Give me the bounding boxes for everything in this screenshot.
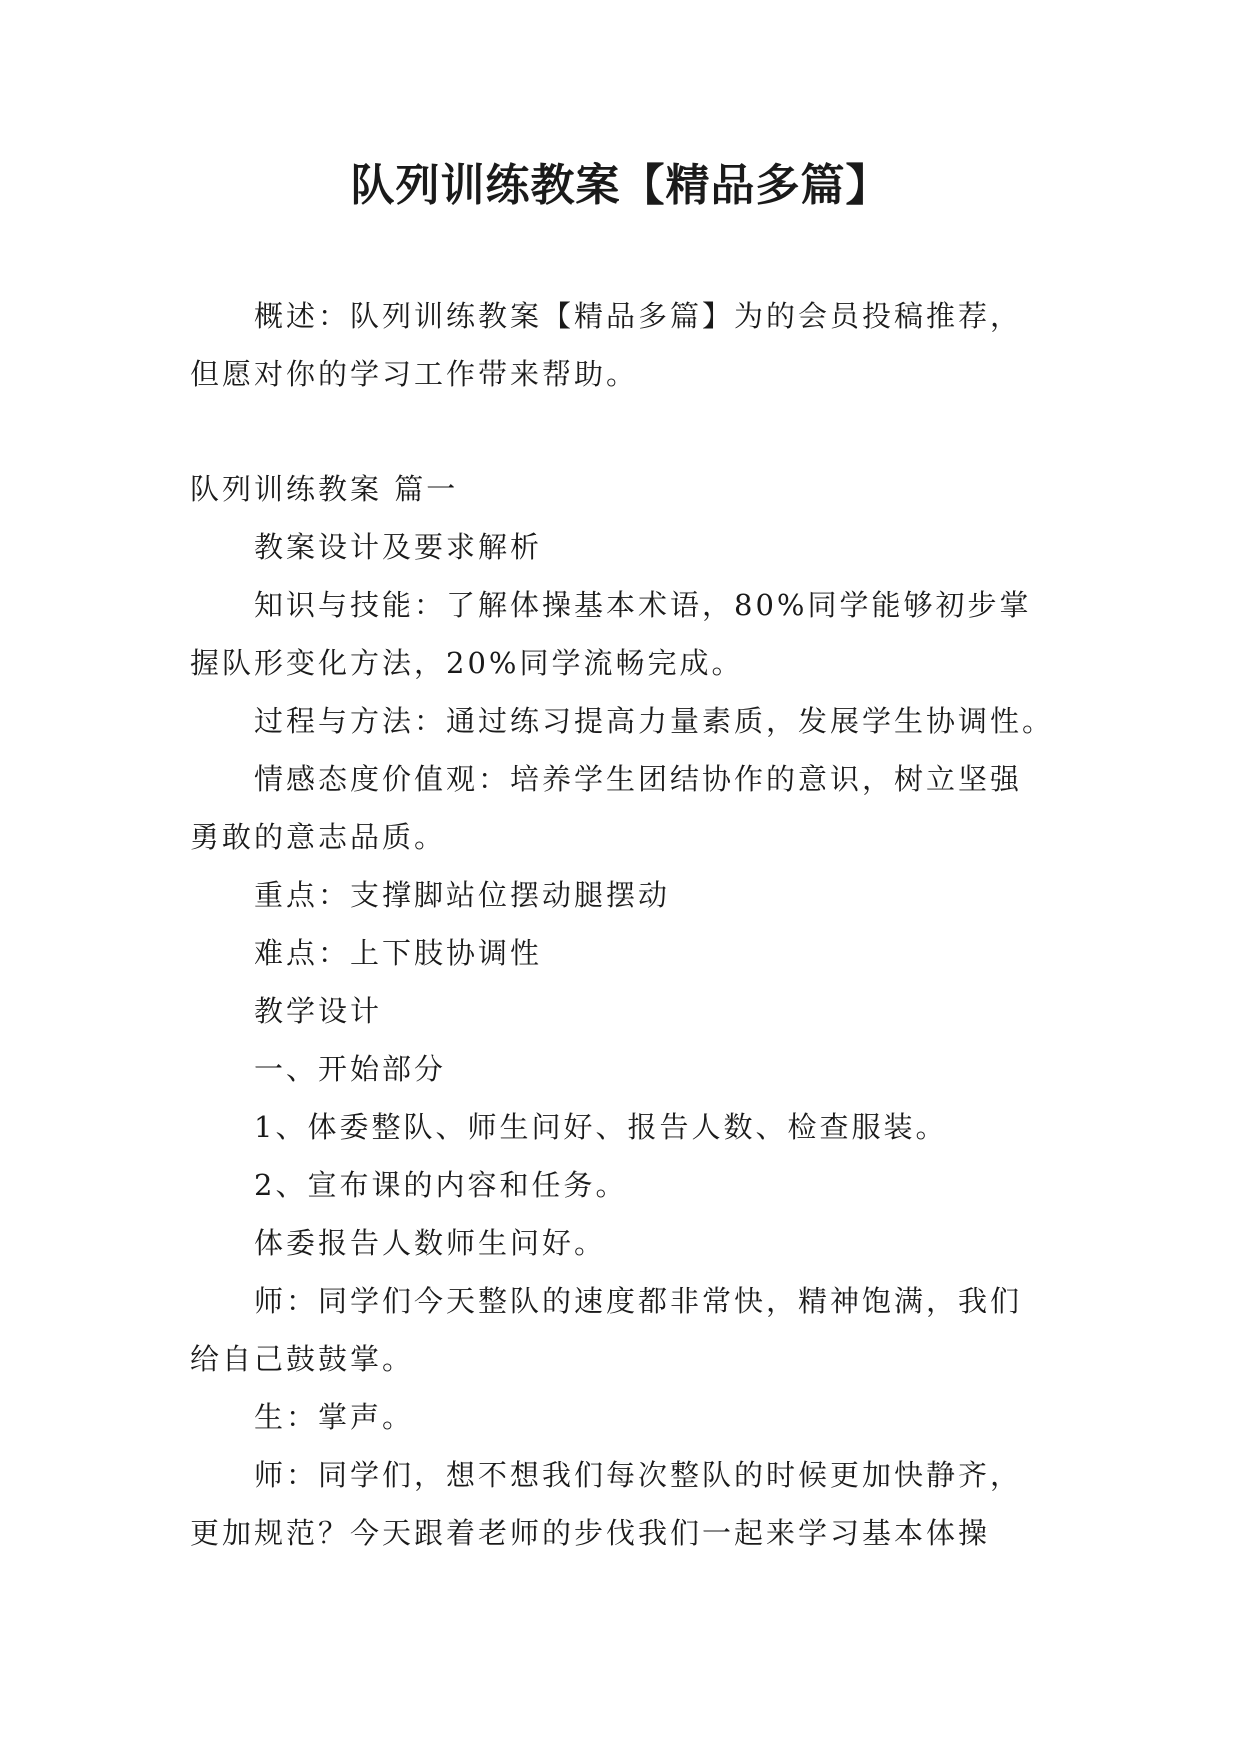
text-line: 一、开始部分 — [254, 1052, 447, 1086]
text-line: 过程与方法：通过练习提高力量素质，发展学生协调性。 — [254, 704, 1055, 738]
text-line: 2、宣布课的内容和任务。 — [254, 1168, 628, 1202]
text-line: 握队形变化方法，20%同学流畅完成。 — [190, 646, 744, 680]
summary-line-2: 但愿对你的学习工作带来帮助。 — [190, 357, 639, 391]
section-heading: 队列训练教案 篇一 — [190, 472, 459, 506]
text-line: 难点：上下肢协调性 — [254, 936, 543, 970]
text-line: 体委报告人数师生问好。 — [254, 1226, 607, 1260]
text-line: 情感态度价值观：培养学生团结协作的意识，树立坚强 — [254, 762, 1023, 796]
text-line: 生：掌声。 — [254, 1400, 415, 1434]
text-line: 更加规范？今天跟着老师的步伐我们一起来学习基本体操 — [190, 1516, 991, 1550]
text-line: 教案设计及要求解析 — [254, 530, 543, 564]
text-line: 教学设计 — [254, 994, 383, 1028]
text-line: 重点：支撑脚站位摆动腿摆动 — [254, 878, 671, 912]
content-block — [190, 460, 1055, 1562]
text-line: 勇敢的意志品质。 — [190, 820, 447, 854]
text-line: 师：同学们今天整队的速度都非常快，精神饱满，我们 — [254, 1284, 1023, 1318]
text-line: 师：同学们，想不想我们每次整队的时候更加快静齐， — [254, 1458, 1023, 1492]
text-line: 知识与技能：了解体操基本术语，80%同学能够初步掌 — [254, 588, 1032, 622]
text-line: 给自己鼓鼓掌。 — [190, 1342, 415, 1376]
summary-line-1: 概述：队列训练教案【精品多篇】为的会员投稿推荐， — [254, 299, 1023, 333]
document-title: 队列训练教案【精品多篇】 — [350, 160, 891, 211]
text-line: 1、体委整队、师生问好、报告人数、检查服装。 — [254, 1110, 948, 1144]
summary-block — [190, 287, 1052, 403]
